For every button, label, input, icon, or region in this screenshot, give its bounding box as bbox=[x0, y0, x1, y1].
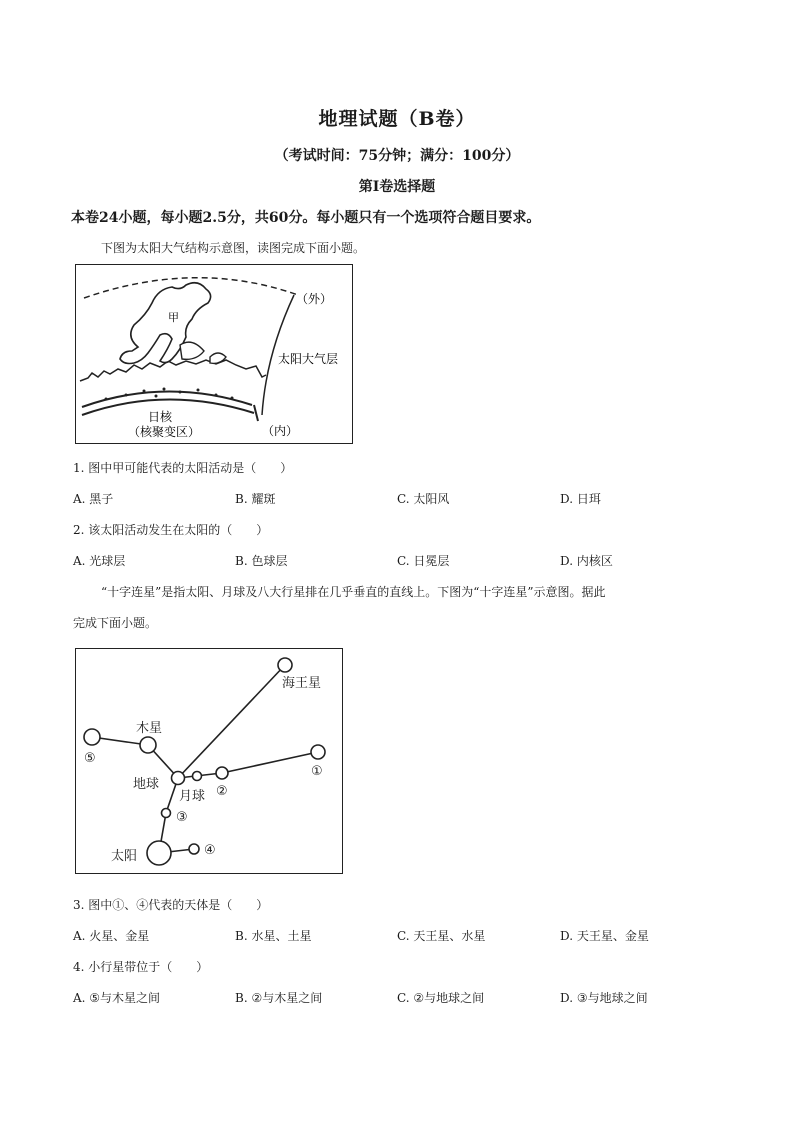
q4-option-a[interactable]: A. ⑤与木星之间 bbox=[73, 991, 161, 1005]
label-solar-core: 日核 bbox=[148, 410, 173, 424]
sun-body bbox=[147, 841, 171, 865]
question-2-stem: 2. 该太阳活动发生在太阳的（ ） bbox=[73, 523, 269, 537]
q3-option-a[interactable]: A. 火星、金星 bbox=[73, 929, 150, 943]
q2-option-b[interactable]: B. 色球层 bbox=[235, 554, 288, 568]
moon-body bbox=[193, 772, 202, 781]
intro-paragraph-2-line-2: 完成下面小题。 bbox=[73, 616, 158, 630]
label-outer: （外） bbox=[296, 292, 333, 306]
cross-alignment-figure bbox=[75, 648, 343, 874]
body-1 bbox=[311, 745, 325, 759]
label-4: ④ bbox=[204, 843, 216, 858]
question-4-stem: 4. 小行星带位于（ ） bbox=[73, 960, 209, 974]
label-2: ② bbox=[216, 784, 228, 799]
label-1: ① bbox=[311, 764, 323, 779]
label-inner: （内） bbox=[262, 424, 299, 438]
jupiter-body bbox=[140, 737, 156, 753]
label-neptune: 海王星 bbox=[282, 676, 322, 691]
question-3-stem: 3. 图中①、④代表的天体是（ ） bbox=[73, 898, 269, 912]
q4-option-c[interactable]: C. ②与地球之间 bbox=[397, 991, 485, 1005]
q1-option-d[interactable]: D. 日珥 bbox=[560, 492, 601, 506]
q1-option-c[interactable]: C. 太阳风 bbox=[397, 492, 450, 506]
earth-body bbox=[172, 772, 185, 785]
q1-option-b[interactable]: B. 耀斑 bbox=[235, 492, 276, 506]
photosphere-end bbox=[254, 405, 258, 421]
cross-alignment-diagram bbox=[76, 649, 342, 873]
label-jupiter: 木星 bbox=[136, 721, 163, 736]
label-fusion-zone: （核聚变区） bbox=[128, 425, 201, 439]
instructions: 本卷24小题，每小题2.5分，共60分。每小题只有一个选项符合题目要求。 bbox=[71, 210, 541, 226]
q4-option-b[interactable]: B. ②与木星之间 bbox=[235, 991, 323, 1005]
q3-option-d[interactable]: D. 天王星、金星 bbox=[560, 929, 649, 943]
solar-atmosphere-figure bbox=[75, 264, 353, 444]
label-earth: 地球 bbox=[133, 777, 160, 792]
connection-lines bbox=[92, 665, 318, 853]
chromosphere-edge bbox=[80, 360, 266, 381]
q1-option-a[interactable]: A. 黑子 bbox=[73, 492, 114, 506]
q2-option-c[interactable]: C. 日冕层 bbox=[397, 554, 450, 568]
q3-option-c[interactable]: C. 天王星、水星 bbox=[397, 929, 486, 943]
question-1-stem: 1. 图中甲可能代表的太阳活动是（ ） bbox=[73, 461, 293, 475]
label-3: ③ bbox=[176, 810, 188, 825]
label-sun: 太阳 bbox=[111, 849, 138, 864]
solar-atmosphere-diagram bbox=[76, 265, 352, 443]
q2-option-d[interactable]: D. 内核区 bbox=[560, 554, 613, 568]
prominence-fragment bbox=[180, 342, 204, 359]
page-title: 地理试题（B卷） bbox=[318, 108, 476, 130]
body-2 bbox=[216, 767, 228, 779]
label-moon: 月球 bbox=[179, 789, 206, 804]
prominence-fragment-2 bbox=[210, 353, 226, 363]
exam-info: （考试时间：75分钟；满分：100分） bbox=[274, 148, 520, 164]
intro-paragraph-2-line-1: “十字连星”是指太阳、月球及八大行星排在几乎垂直的直线上。下图为“十字连星”示意图。据此 bbox=[101, 585, 606, 599]
intro-paragraph-1: 下图为太阳大气结构示意图，读图完成下面小题。 bbox=[101, 241, 366, 255]
q3-option-b[interactable]: B. 水星、土星 bbox=[235, 929, 312, 943]
label-solar-atmosphere: 太阳大气层 bbox=[278, 352, 339, 366]
body-3 bbox=[162, 809, 171, 818]
body-5 bbox=[84, 729, 100, 745]
neptune-body bbox=[278, 658, 292, 672]
label-jia: 甲 bbox=[168, 311, 179, 324]
q2-option-a[interactable]: A. 光球层 bbox=[73, 554, 126, 568]
section-heading: 第Ⅰ卷选择题 bbox=[358, 179, 436, 195]
q4-option-d[interactable]: D. ③与地球之间 bbox=[560, 991, 648, 1005]
body-4 bbox=[189, 844, 199, 854]
label-5: ⑤ bbox=[84, 751, 96, 766]
